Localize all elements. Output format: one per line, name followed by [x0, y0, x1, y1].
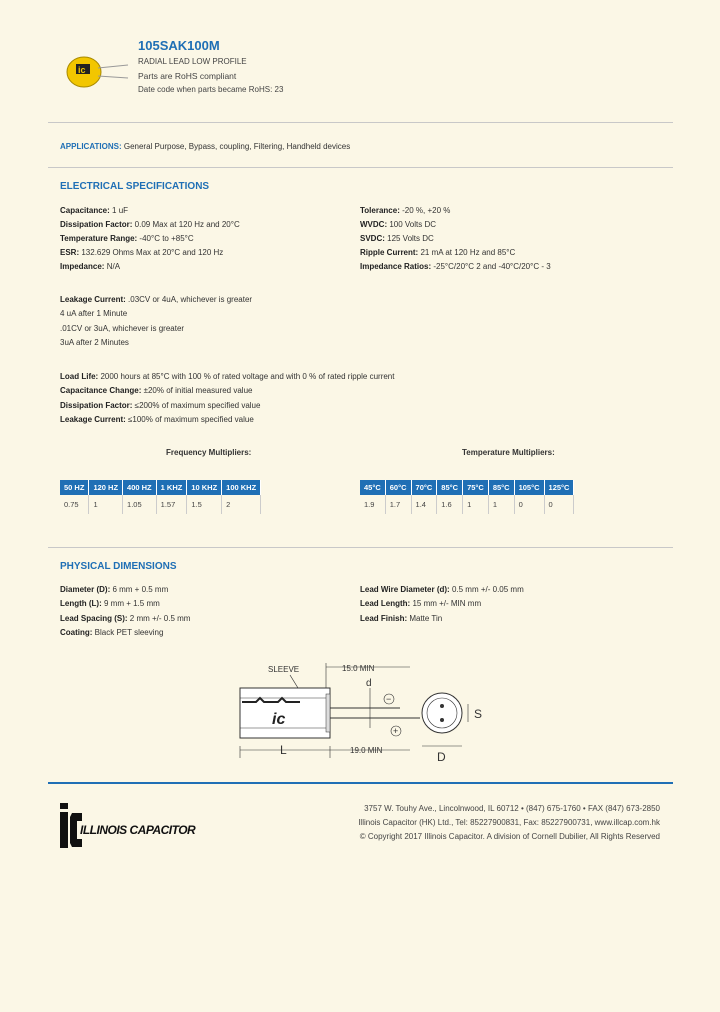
- spec-label: ESR:: [60, 248, 80, 257]
- spec-label: Ripple Current:: [360, 248, 419, 257]
- spec-label: Dissipation Factor:: [60, 220, 133, 229]
- spec-value: 3uA after 2 Minutes: [60, 338, 129, 347]
- spec-value: 21 mA at 120 Hz and 85°C: [418, 248, 516, 257]
- spec-value: 9 mm + 1.5 mm: [101, 599, 160, 608]
- spec-label: Impedance:: [60, 262, 105, 271]
- table-cell: 1: [89, 495, 123, 514]
- spec-value: -20 %, +20 %: [399, 206, 451, 215]
- divider: [48, 167, 673, 168]
- column-header: 60°C: [385, 480, 411, 495]
- table-cell: 0.75: [60, 495, 89, 514]
- load-life-row: [60, 372, 394, 381]
- frequency-multipliers-title: Frequency Multipliers:: [166, 448, 252, 457]
- diameter-label: D: [437, 750, 446, 764]
- spec-label: Dissipation Factor:: [60, 401, 133, 410]
- load-life-row: [60, 401, 260, 410]
- dim-row: [60, 599, 160, 608]
- column-header: 10 KHZ: [187, 480, 222, 495]
- table-cell: 1: [488, 495, 514, 514]
- minus-symbol: −: [386, 694, 392, 704]
- applications-label: APPLICATIONS:: [60, 142, 122, 151]
- spec-value: 0.5 mm +/- 0.05 mm: [449, 585, 524, 594]
- dim-row: [60, 628, 163, 637]
- lead-length-2-label: 19.0 MIN: [350, 746, 383, 755]
- spec-row: [360, 262, 551, 271]
- table-cell: 1.05: [123, 495, 157, 514]
- spec-value: 2000 hours at 85°C with 100 % of rated voltage and with 0 % of rated ripple current: [98, 372, 395, 381]
- column-header: 1 KHZ: [156, 480, 187, 495]
- dim-row: [360, 599, 481, 608]
- lead-diameter-label: d: [366, 678, 372, 689]
- column-header: 120 HZ: [89, 480, 123, 495]
- table-cell: 0: [544, 495, 574, 514]
- spec-row: [360, 220, 436, 229]
- table-row: [360, 495, 574, 514]
- spec-value: Matte Tin: [407, 614, 443, 623]
- plus-symbol: +: [393, 726, 399, 736]
- frequency-multipliers-table: [60, 480, 261, 514]
- load-life-row: [60, 415, 254, 424]
- spec-label: WVDC:: [360, 220, 388, 229]
- spec-value: -40°C to +85°C: [137, 234, 194, 243]
- spec-value: Black PET sleeving: [92, 628, 164, 637]
- spec-row: [60, 206, 128, 215]
- column-header: 85°C: [488, 480, 514, 495]
- spec-label: Lead Length:: [360, 599, 411, 608]
- spec-value: 4 uA after 1 Minute: [60, 309, 128, 318]
- load-life-row: [60, 386, 252, 395]
- svg-text:ic: ic: [272, 711, 286, 728]
- spec-row: [60, 220, 240, 229]
- spec-label: Coating:: [60, 628, 93, 637]
- length-label: L: [280, 743, 287, 757]
- spec-value: -25°C/20°C 2 and -40°C/20°C - 3: [431, 262, 551, 271]
- spec-label: Leakage Current:: [60, 415, 126, 424]
- column-header: 85°C: [437, 480, 463, 495]
- table-cell: 1.7: [385, 495, 411, 514]
- spec-value: 0.09 Max at 120 Hz and 20°C: [132, 220, 240, 229]
- table-header-row: [360, 480, 574, 495]
- table-cell: 1.57: [156, 495, 187, 514]
- table-cell: 1.9: [360, 495, 385, 514]
- spec-value: N/A: [104, 262, 121, 271]
- spec-label: Tolerance:: [360, 206, 400, 215]
- column-header: 105°C: [514, 480, 544, 495]
- spec-value: 1 uF: [109, 206, 129, 215]
- table-cell: 1.5: [187, 495, 222, 514]
- temperature-multipliers-title: Temperature Multipliers:: [462, 448, 555, 457]
- table-cell: 1: [463, 495, 489, 514]
- spec-value: 100 Volts DC: [387, 220, 437, 229]
- dim-row: [360, 614, 442, 623]
- spec-value: ≤100% of maximum specified value: [125, 415, 254, 424]
- dim-row: [60, 614, 190, 623]
- table-cell: 1.6: [437, 495, 463, 514]
- leakage-row: [60, 295, 252, 304]
- spec-value: 15 mm +/- MIN mm: [410, 599, 482, 608]
- column-header: 125°C: [544, 480, 574, 495]
- column-header: 70°C: [411, 480, 437, 495]
- spec-value: .01CV or 3uA, whichever is greater: [60, 324, 185, 333]
- column-header: 75°C: [463, 480, 489, 495]
- column-header: 400 HZ: [123, 480, 157, 495]
- divider: [48, 122, 673, 123]
- spec-value: 125 Volts DC: [384, 234, 434, 243]
- table-cell: 0: [514, 495, 544, 514]
- spec-label: Diameter (D):: [60, 585, 111, 594]
- column-header: 45°C: [360, 480, 385, 495]
- leakage-row: [60, 309, 127, 318]
- footer-divider: [48, 782, 673, 784]
- spec-label: Lead Wire Diameter (d):: [360, 585, 450, 594]
- dim-row: [60, 585, 168, 594]
- spec-label: Leakage Current:: [60, 295, 126, 304]
- applications-text: General Purpose, Bypass, coupling, Filtering, Handheld devices: [121, 142, 351, 151]
- table-row: [60, 495, 261, 514]
- table-cell: 1.4: [411, 495, 437, 514]
- leakage-row: [60, 338, 129, 347]
- spec-value: 6 mm + 0.5 mm: [110, 585, 169, 594]
- spec-label: Impedance Ratios:: [360, 262, 432, 271]
- table-header-row: [60, 480, 261, 495]
- spec-label: Capacitance Change:: [60, 386, 142, 395]
- spec-row: [360, 206, 450, 215]
- dim-row: [360, 585, 524, 594]
- header-line-2: Parts are RoHS compliant: [138, 71, 237, 81]
- physical-title: PHYSICAL DIMENSIONS: [60, 561, 177, 572]
- spec-label: Load Life:: [60, 372, 99, 381]
- footer-copyright: © Copyright 2017 Illinois Capacitor. A division of Cornell Dubilier, All Rights Reserved: [359, 832, 660, 841]
- spec-value: 2 mm +/- 0.5 mm: [127, 614, 191, 623]
- spec-row: [60, 262, 120, 271]
- spec-label: SVDC:: [360, 234, 385, 243]
- table-cell: 2: [222, 495, 261, 514]
- spec-row: [60, 248, 223, 257]
- spacing-label: S: [474, 707, 483, 721]
- spec-row: [360, 248, 515, 257]
- leakage-row: [60, 324, 184, 333]
- part-number: 105SAK100M: [138, 38, 220, 53]
- spec-label: Lead Finish:: [360, 614, 408, 623]
- lead-length-label: 15.0 MIN: [342, 664, 375, 673]
- spec-label: Temperature Range:: [60, 234, 138, 243]
- temperature-multipliers-table: [360, 480, 574, 514]
- spec-label: Length (L):: [60, 599, 102, 608]
- spec-row: [60, 234, 194, 243]
- svg-text:ic: ic: [78, 65, 86, 75]
- column-header: 100 KHZ: [222, 480, 261, 495]
- spec-label: Capacitance:: [60, 206, 110, 215]
- spec-label: Lead Spacing (S):: [60, 614, 128, 623]
- sleeve-label: SLEEVE: [268, 665, 300, 674]
- company-name: ILLINOIS CAPACITOR: [80, 823, 196, 837]
- footer-hk-contact: Illinois Capacitor (HK) Ltd., Tel: 85227900831, Fax: 85227900731, www.illcap.com.hk: [358, 818, 660, 827]
- spec-value: ±20% of initial measured value: [141, 386, 253, 395]
- footer-address: 3757 W. Touhy Ave., Lincolnwood, IL 60712 • (847) 675-1760 • FAX (847) 673-2850: [364, 804, 660, 813]
- header-line-3: Date code when parts became RoHS: 23: [138, 85, 284, 94]
- header-line-1: RADIAL LEAD LOW PROFILE: [138, 57, 247, 66]
- spec-value: .03CV or 4uA, whichever is greater: [125, 295, 253, 304]
- spec-value: ≤200% of maximum specified value: [132, 401, 261, 410]
- electrical-title: ELECTRICAL SPECIFICATIONS: [60, 181, 210, 192]
- column-header: 50 HZ: [60, 480, 89, 495]
- spec-value: 132.629 Ohms Max at 20°C and 120 Hz: [79, 248, 224, 257]
- dimension-diagram: [230, 658, 500, 770]
- applications-line: [60, 142, 350, 151]
- divider: [48, 547, 673, 548]
- capacitor-thumbnail: [62, 52, 130, 92]
- spec-row: [360, 234, 434, 243]
